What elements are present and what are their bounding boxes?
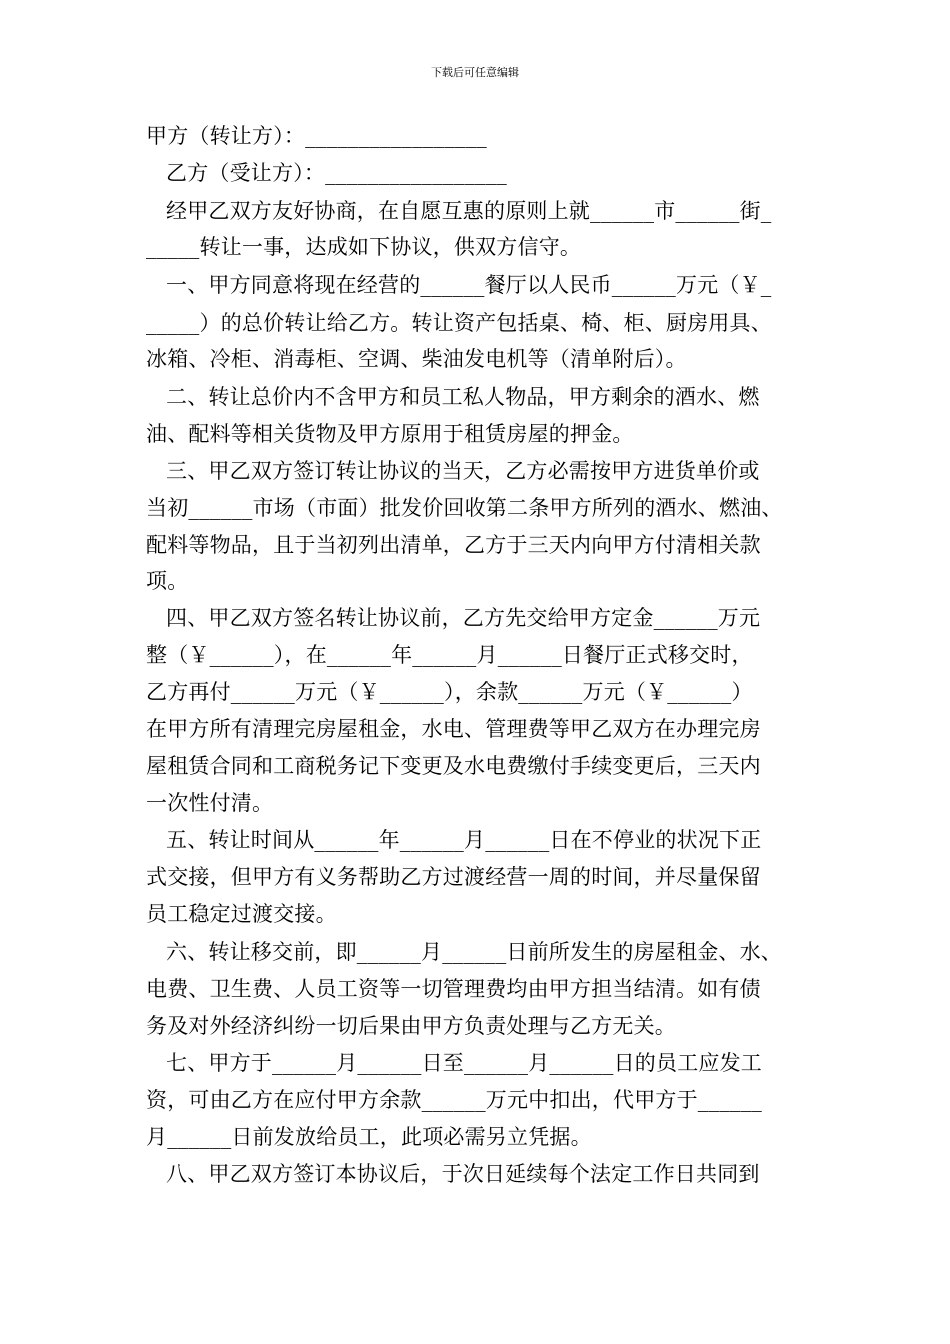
paragraph-line: 油、配料等相关货物及甲方原用于租赁房屋的押金。: [146, 422, 634, 446]
paragraph-line: 四、甲乙双方签名转让协议前，乙方先交给甲方定金______万元: [166, 606, 761, 630]
paragraph-line: _____）的总价转让给乙方。转让资产包括桌、椅、柜、厨房用具、: [146, 311, 772, 335]
paragraph-line: 整（￥______），在______年______月______日餐厅正式移交时，: [146, 643, 753, 667]
paragraph-line: 项。: [146, 569, 189, 593]
paragraph-line: 在甲方所有清理完房屋租金，水电、管理费等甲乙双方在办理完房: [146, 717, 761, 741]
paragraph-line: 冰箱、冷柜、消毒柜、空调、柴油发电机等（清单附后）。: [146, 347, 687, 371]
paragraph-line: _____转让一事，达成如下协议，供双方信守。: [146, 235, 582, 259]
paragraph-line: 三、甲乙双方签订转让协议的当天，乙方必需按甲方进货单价或: [166, 459, 760, 483]
paragraph-line: 七、甲方于______月______日至______月______日的员工应发工: [166, 1051, 762, 1075]
paragraph-line: 员工稳定过渡交接。: [146, 902, 337, 926]
paragraph-line: 二、转让总价内不含甲方和员工私人物品，甲方剩余的酒水、燃: [166, 385, 760, 409]
party-a-line: 甲方（转让方）：_________________: [146, 124, 487, 148]
paragraph-line: 月______日前发放给员工，此项必需另立凭据。: [146, 1125, 592, 1149]
paragraph-line: 五、转让时间从______年______月______日在不停业的状况下正: [166, 828, 762, 852]
paragraph-line: 屋租赁合同和工商税务记下变更及水电费缴付手续变更后，三天内: [146, 754, 761, 778]
paragraph-line: 当初______市场（市面）批发价回收第二条甲方所列的酒水、燃油、: [146, 496, 783, 520]
paragraph-line: 经甲乙双方友好协商，在自愿互惠的原则上就______市______街_: [166, 199, 772, 223]
party-b-line: 乙方（受让方）：_________________: [166, 161, 507, 185]
paragraph-line: 六、转让移交前，即______月______日前所发生的房屋租金、水、: [166, 940, 782, 964]
paragraph-line: 一次性付清。: [146, 791, 274, 815]
paragraph-line: 配料等物品，且于当初列出清单，乙方于三天内向甲方付清相关款: [146, 533, 761, 557]
page-header: 下载后可任意编辑: [431, 66, 519, 79]
paragraph-line: 务及对外经济纠纷一切后果由甲方负责处理与乙方无关。: [146, 1014, 676, 1038]
paragraph-line: 资，可由乙方在应付甲方余款______万元中扣出，代甲方于______: [146, 1088, 762, 1112]
paragraph-line: 八、甲乙双方签订本协议后，于次日延续每个法定工作日共同到: [166, 1162, 760, 1186]
paragraph-line: 乙方再付______万元（￥______），余款______万元（￥______）: [146, 680, 753, 704]
paragraph-line: 电费、卫生费、人员工资等一切管理费均由甲方担当结清。如有债: [146, 977, 761, 1001]
paragraph-line: 式交接，但甲方有义务帮助乙方过渡经营一周的时间，并尽量保留: [146, 865, 761, 889]
paragraph-line: 一、甲方同意将现在经营的______餐厅以人民币______万元（￥_: [166, 273, 772, 297]
